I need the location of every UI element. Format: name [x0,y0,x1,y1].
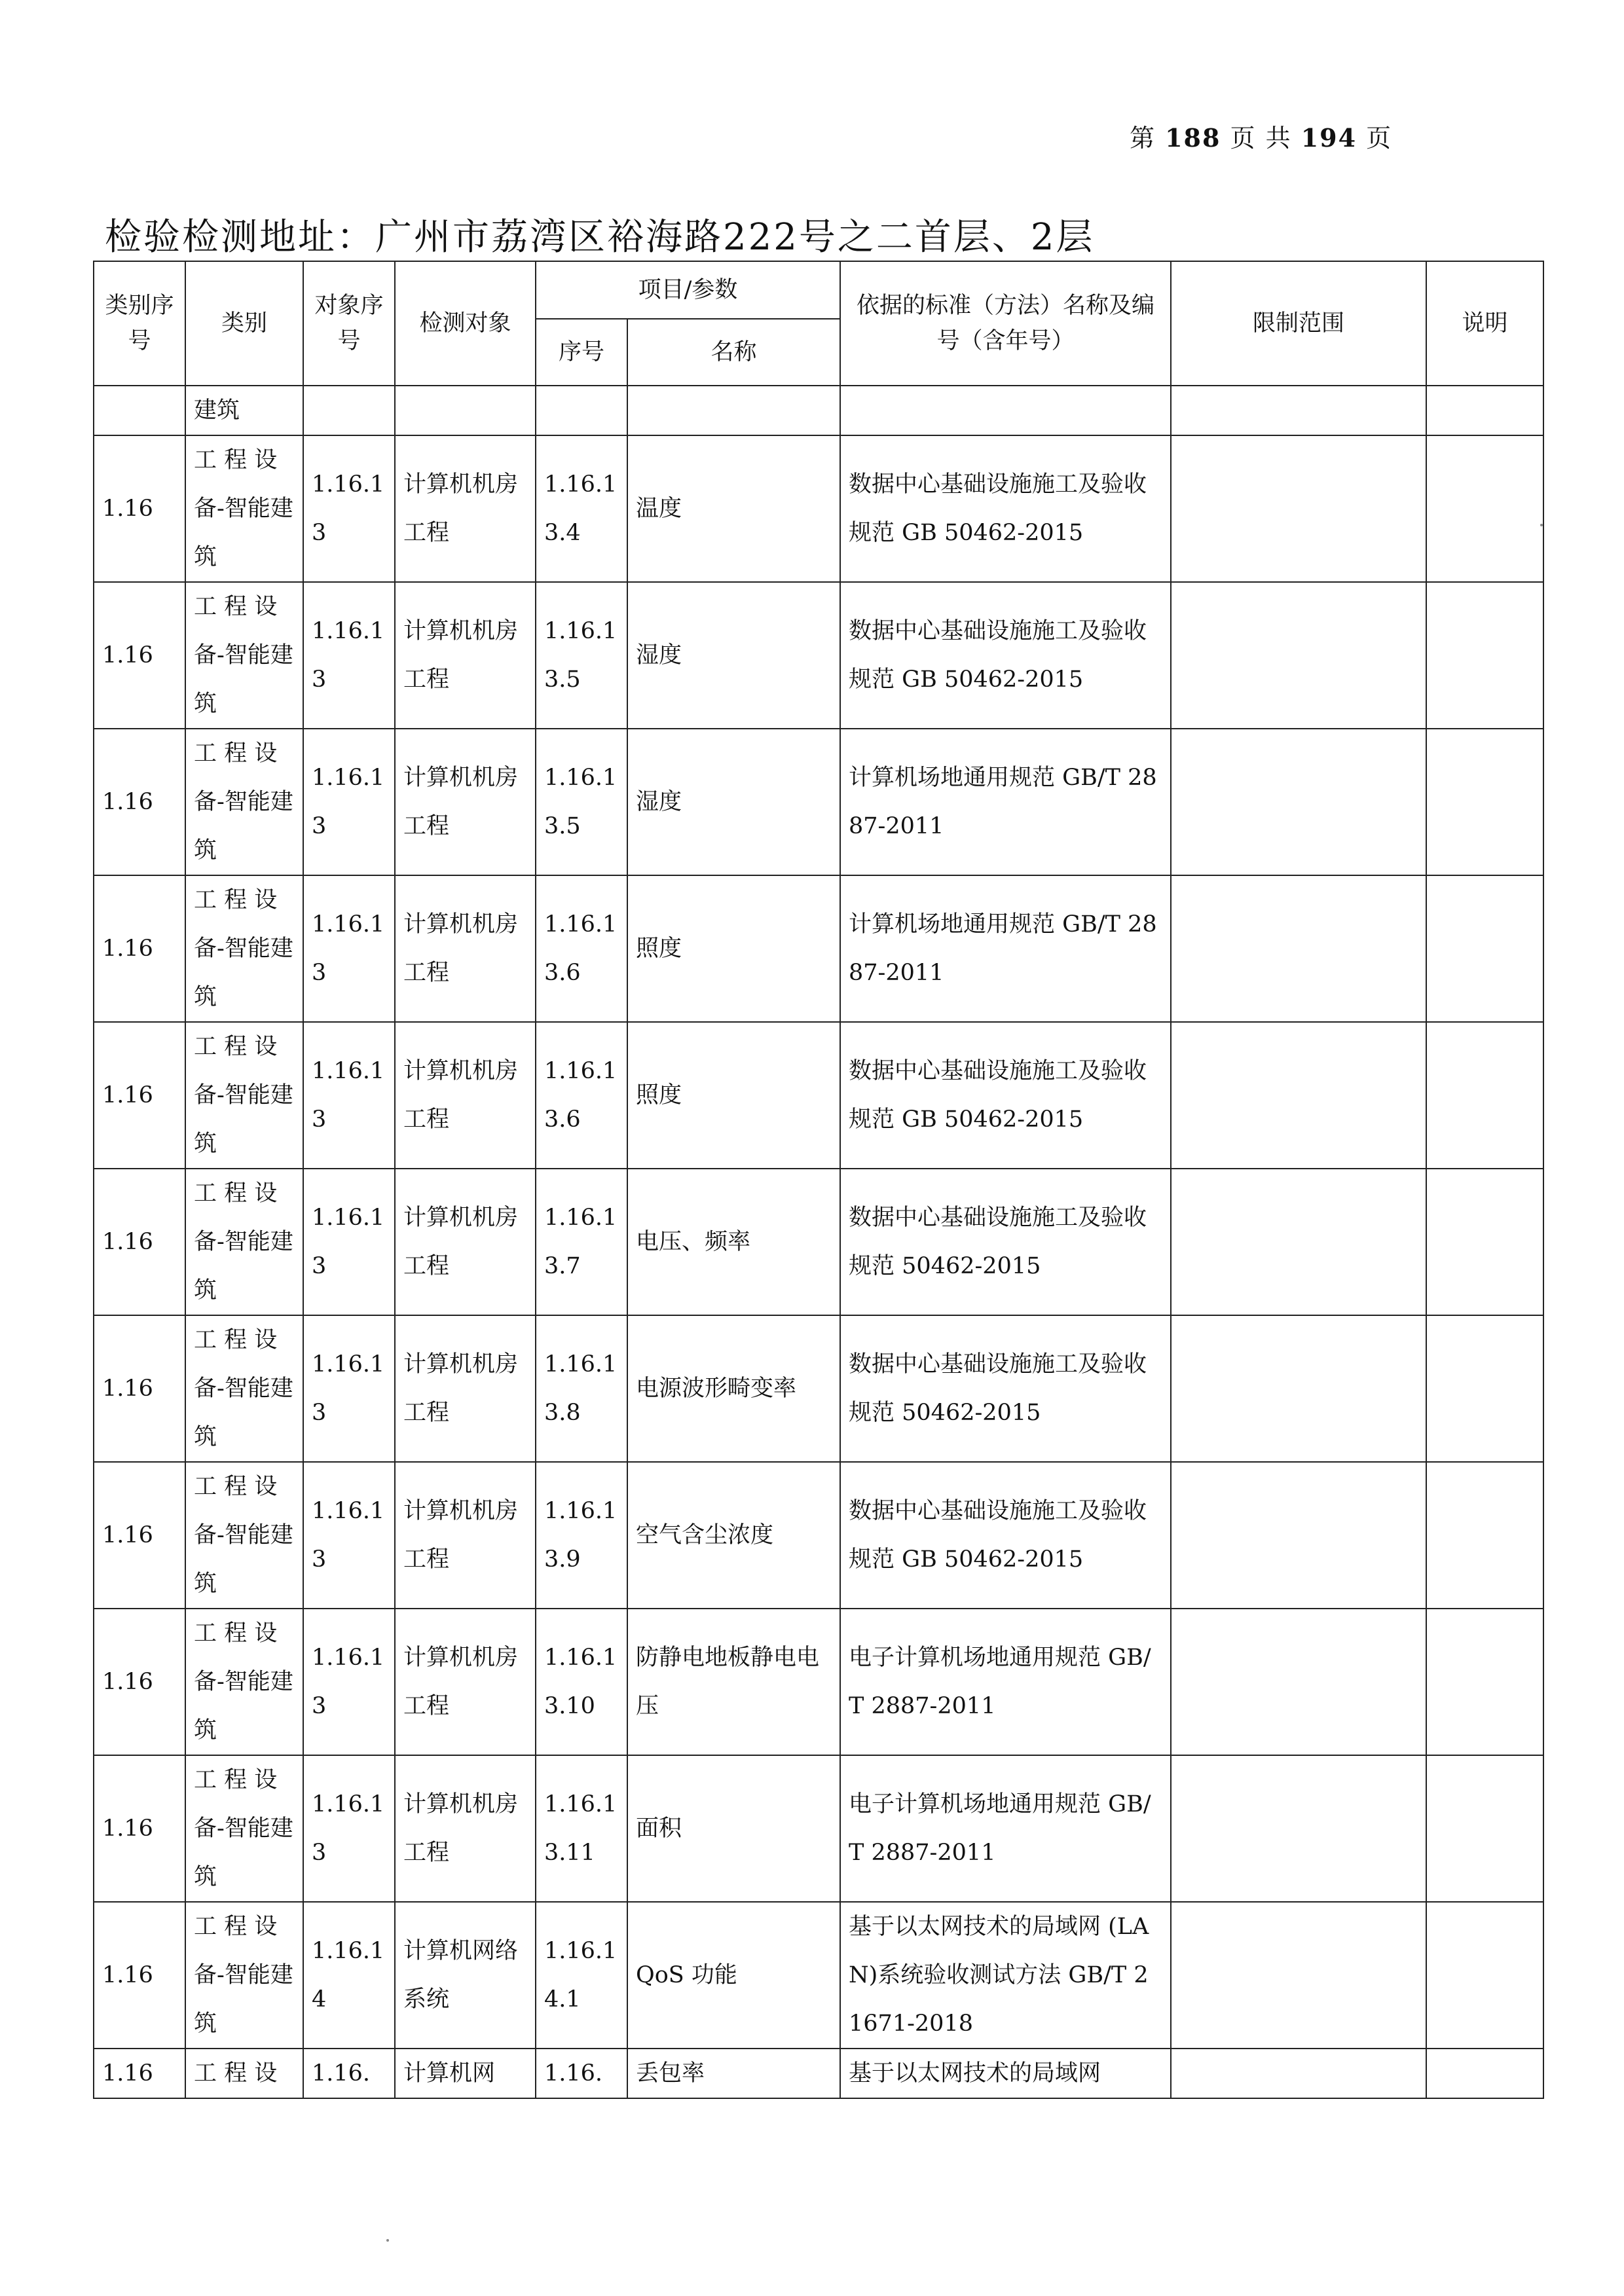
page-suffix: 页 [1366,124,1393,153]
cell-item-seq: 1.16. [536,2049,627,2098]
cell-standard: 电子计算机场地通用规范 GB/T 2887-2011 [840,1609,1171,1755]
table-row [94,875,1543,1022]
cell-limit [1171,435,1426,582]
page-middle: 页 共 [1230,124,1292,153]
table-row [94,2049,1543,2098]
cell-cat-seq [94,386,185,435]
cell-obj-seq: 1.16.13 [303,875,395,1022]
scope-table [93,261,1544,2099]
cell-obj-seq: 1.16.13 [303,582,395,729]
table-row [94,1169,1543,1315]
table-row [94,1315,1543,1462]
cell-category: 工 程 设备-智能建筑 [185,1755,303,1902]
cell-item-seq [536,386,627,435]
cell-limit [1171,729,1426,875]
cell-cat-seq: 1.16 [94,582,185,729]
cell-item-name: 电源波形畸变率 [627,1315,840,1462]
cell-limit [1171,1609,1426,1755]
cell-remark [1426,1169,1543,1315]
cell-standard: 数据中心基础设施施工及验收规范 50462-2015 [840,1169,1171,1315]
cell-item-seq: 1.16.14.1 [536,1902,627,2049]
cell-category: 工 程 设备-智能建筑 [185,435,303,582]
cell-item-name: 温度 [627,435,840,582]
cell-remark [1426,1755,1543,1902]
cell-limit [1171,1169,1426,1315]
cell-item-seq: 1.16.13.6 [536,1022,627,1169]
cell-standard: 数据中心基础设施施工及验收规范 GB 50462-2015 [840,1462,1171,1609]
cell-item-name: 空气含尘浓度 [627,1462,840,1609]
cell-item-name: 照度 [627,1022,840,1169]
page-prefix: 第 [1130,124,1156,153]
cell-obj-seq [303,386,395,435]
cell-limit [1171,1315,1426,1462]
table-row [94,729,1543,875]
cell-item-seq: 1.16.13.11 [536,1755,627,1902]
cell-cat-seq: 1.16 [94,1462,185,1609]
cell-object: 计算机网 [395,2049,536,2098]
cell-standard [840,386,1171,435]
cell-object: 计算机网络系统 [395,1902,536,2049]
cell-standard: 数据中心基础设施施工及验收规范 50462-2015 [840,1315,1171,1462]
cell-item-seq: 1.16.13.9 [536,1462,627,1609]
cell-remark [1426,1022,1543,1169]
cell-cat-seq: 1.16 [94,1902,185,2049]
table-row [94,1609,1543,1755]
cell-remark [1426,582,1543,729]
cell-item-name: 照度 [627,875,840,1022]
cell-item-seq: 1.16.13.5 [536,582,627,729]
cell-item-name [627,386,840,435]
cell-cat-seq: 1.16 [94,729,185,875]
cell-standard: 数据中心基础设施施工及验收规范 GB 50462-2015 [840,582,1171,729]
cell-obj-seq: 1.16.13 [303,1609,395,1755]
cell-object: 计算机机房工程 [395,1169,536,1315]
cell-object: 计算机机房工程 [395,435,536,582]
table-row [94,435,1543,582]
cell-object: 计算机机房工程 [395,582,536,729]
cell-obj-seq: 1.16.13 [303,1755,395,1902]
cell-limit [1171,1902,1426,2049]
cell-item-name: 湿度 [627,729,840,875]
cell-category: 工 程 设备-智能建筑 [185,1902,303,2049]
cell-remark [1426,386,1543,435]
page-number [1130,118,1392,154]
header-object: 检测对象 [395,261,536,386]
cell-item-name: QoS 功能 [627,1902,840,2049]
cell-remark [1426,1902,1543,2049]
cell-item-seq: 1.16.13.7 [536,1169,627,1315]
cell-object: 计算机机房工程 [395,729,536,875]
cell-obj-seq: 1.16.14 [303,1902,395,2049]
cell-item-name: 丢包率 [627,2049,840,2098]
header-standard: 依据的标准（方法）名称及编号（含年号） [840,261,1171,386]
cell-remark [1426,1609,1543,1755]
cell-standard: 电子计算机场地通用规范 GB/T 2887-2011 [840,1755,1171,1902]
header-remark: 说明 [1426,261,1543,386]
page-current: 188 [1165,123,1221,153]
cell-category: 工 程 设备-智能建筑 [185,1609,303,1755]
cell-item-name: 湿度 [627,582,840,729]
cell-item-seq: 1.16.13.5 [536,729,627,875]
cell-cat-seq: 1.16 [94,1169,185,1315]
header-item-name: 名称 [627,319,840,386]
page-total: 194 [1301,123,1357,153]
cell-obj-seq: 1.16.13 [303,1169,395,1315]
cell-object: 计算机机房工程 [395,1609,536,1755]
cell-category: 工 程 设备-智能建筑 [185,1169,303,1315]
cell-category: 工 程 设备-智能建筑 [185,1022,303,1169]
cell-object: 计算机机房工程 [395,875,536,1022]
cell-standard: 基于以太网技术的局域网 [840,2049,1171,2098]
cell-limit [1171,1755,1426,1902]
cell-item-name: 电压、频率 [627,1169,840,1315]
header-item-seq: 序号 [536,319,627,386]
cell-category: 工 程 设备-智能建筑 [185,875,303,1022]
cell-limit [1171,1022,1426,1169]
table-row [94,1902,1543,2049]
cell-item-seq: 1.16.13.10 [536,1609,627,1755]
cell-obj-seq: 1.16.13 [303,435,395,582]
table-row [94,582,1543,729]
cell-object: 计算机机房工程 [395,1022,536,1169]
cell-limit [1171,582,1426,729]
cell-object: 计算机机房工程 [395,1315,536,1462]
cell-cat-seq: 1.16 [94,1755,185,1902]
cell-remark [1426,435,1543,582]
header-item-group: 项目/参数 [536,261,840,319]
cell-cat-seq: 1.16 [94,2049,185,2098]
cell-standard: 计算机场地通用规范 GB/T 2887-2011 [840,875,1171,1022]
scan-speck [1540,524,1543,526]
table-row [94,1755,1543,1902]
header-cat-seq: 类别序号 [94,261,185,386]
cell-limit [1171,386,1426,435]
cell-remark [1426,1315,1543,1462]
cell-cat-seq: 1.16 [94,1609,185,1755]
continuation-row [94,386,1543,435]
cell-remark [1426,1462,1543,1609]
cell-item-name: 面积 [627,1755,840,1902]
cell-obj-seq: 1.16.13 [303,1022,395,1169]
table-body [94,386,1543,2098]
cell-standard: 计算机场地通用规范 GB/T 2887-2011 [840,729,1171,875]
cell-obj-seq: 1.16.13 [303,1462,395,1609]
cell-obj-seq: 1.16. [303,2049,395,2098]
scan-speck [386,2239,389,2242]
cell-standard: 数据中心基础设施施工及验收规范 GB 50462-2015 [840,1022,1171,1169]
table-row [94,1022,1543,1169]
cell-standard: 数据中心基础设施施工及验收规范 GB 50462-2015 [840,435,1171,582]
cell-limit [1171,875,1426,1022]
cell-item-seq: 1.16.13.4 [536,435,627,582]
cell-cat-seq: 1.16 [94,435,185,582]
cell-category: 工 程 设备-智能建筑 [185,729,303,875]
cell-cat-seq: 1.16 [94,1022,185,1169]
header-row-1 [94,261,1543,319]
testing-address: 检验检测地址：广州市荔湾区裕海路222号之二首层、2层 [105,216,1095,259]
cell-remark [1426,2049,1543,2098]
cell-item-seq: 1.16.13.8 [536,1315,627,1462]
table-row [94,1462,1543,1609]
header-category: 类别 [185,261,303,386]
cell-remark [1426,729,1543,875]
cell-obj-seq: 1.16.13 [303,729,395,875]
header-limit: 限制范围 [1171,261,1426,386]
cell-category: 工 程 设备-智能建筑 [185,582,303,729]
cell-object [395,386,536,435]
cell-category: 建筑 [185,386,303,435]
cell-item-seq: 1.16.13.6 [536,875,627,1022]
cell-object: 计算机机房工程 [395,1755,536,1902]
cell-cat-seq: 1.16 [94,875,185,1022]
cell-remark [1426,875,1543,1022]
cell-category: 工 程 设备-智能建筑 [185,1315,303,1462]
cell-limit [1171,2049,1426,2098]
header-obj-seq: 对象序号 [303,261,395,386]
cell-cat-seq: 1.16 [94,1315,185,1462]
cell-obj-seq: 1.16.13 [303,1315,395,1462]
cell-category: 工 程 设备-智能建筑 [185,1462,303,1609]
cell-standard: 基于以太网技术的局域网 (LAN)系统验收测试方法 GB/T 21671-2018 [840,1902,1171,2049]
cell-limit [1171,1462,1426,1609]
cell-item-name: 防静电地板静电电压 [627,1609,840,1755]
cell-category: 工 程 设 [185,2049,303,2098]
cell-object: 计算机机房工程 [395,1462,536,1609]
